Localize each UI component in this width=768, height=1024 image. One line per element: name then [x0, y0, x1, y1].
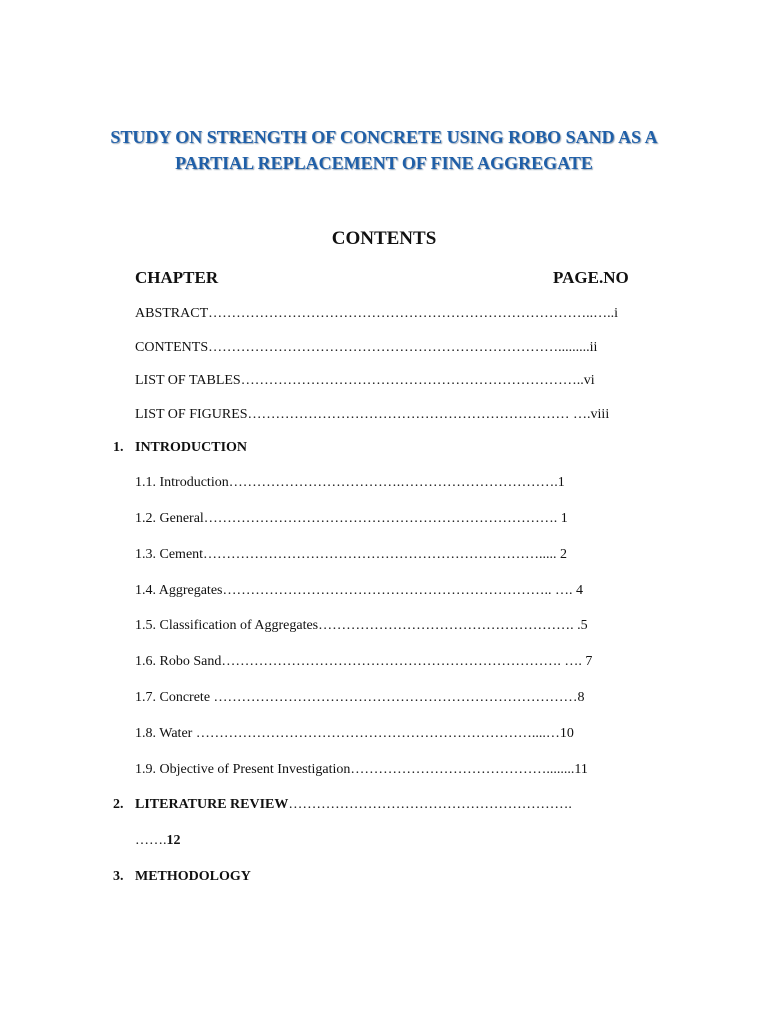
chapter-column-header: CHAPTER [135, 268, 219, 287]
toc-entry-1-2: 1.2. General…………………………………………………………………. 1 [135, 511, 568, 526]
chapter-2-continuation-dots: ……. [135, 833, 167, 848]
page-number-column-header: PAGE.NO [553, 268, 629, 287]
chapter-2-page-line [135, 831, 181, 851]
toc-entry-1-9: 1.9. Objective of Present Investigation……………………………………........11 [135, 762, 588, 777]
toc-entry-abstract: ABSTRACT………………………………………………………………………..…..i [135, 306, 619, 321]
chapter-2-title: LITERATURE REVIEW [135, 797, 289, 812]
chapter-1-number: 1. [113, 440, 124, 455]
toc-entry-1-8: 1.8. Water ………………………………………………………………....…10 [135, 726, 574, 741]
document-title-line-1: STUDY ON STRENGTH OF CONCRETE USING ROBO SAND AS A [110, 127, 658, 147]
toc-entry-1-7: 1.7. Concrete ……………………………………………………………………8 [135, 690, 585, 705]
chapter-1-title: INTRODUCTION [135, 440, 248, 455]
toc-entry-list-of-figures: LIST OF FIGURES…………………………………………………………… ….viii [135, 407, 610, 422]
chapter-2-page: 12 [166, 833, 181, 848]
contents-heading: CONTENTS [331, 228, 437, 249]
document-title-line-2: PARTIAL REPLACEMENT OF FINE AGGREGATE [175, 153, 593, 173]
toc-entry-list-of-tables: LIST OF TABLES………………………………………………………………..vi [135, 373, 595, 388]
chapter-3-number: 3. [113, 869, 124, 884]
toc-entry-1-6: 1.6. Robo Sand………………………………………………………………. …. 7 [135, 654, 593, 669]
toc-entry-1-3: 1.3. Cement………………………………………………………………..... 2 [135, 547, 568, 562]
chapter-2-leader: ……………………………………………………. [288, 797, 572, 812]
chapter-2-number: 2. [113, 797, 124, 812]
toc-entry-1-4: 1.4. Aggregates…………………………………………………………….. …. 4 [135, 583, 583, 598]
chapter-3-title: METHODOLOGY [135, 869, 251, 884]
toc-entry-contents: CONTENTS………………………………………………………………….........ii [135, 340, 598, 355]
chapter-2-line [135, 795, 572, 815]
toc-entry-1-5: 1.5. Classification of Aggregates………………………………………………. .5 [135, 618, 588, 633]
toc-entry-1-1: 1.1. Introduction……………………………….…………………………….1 [135, 475, 565, 490]
